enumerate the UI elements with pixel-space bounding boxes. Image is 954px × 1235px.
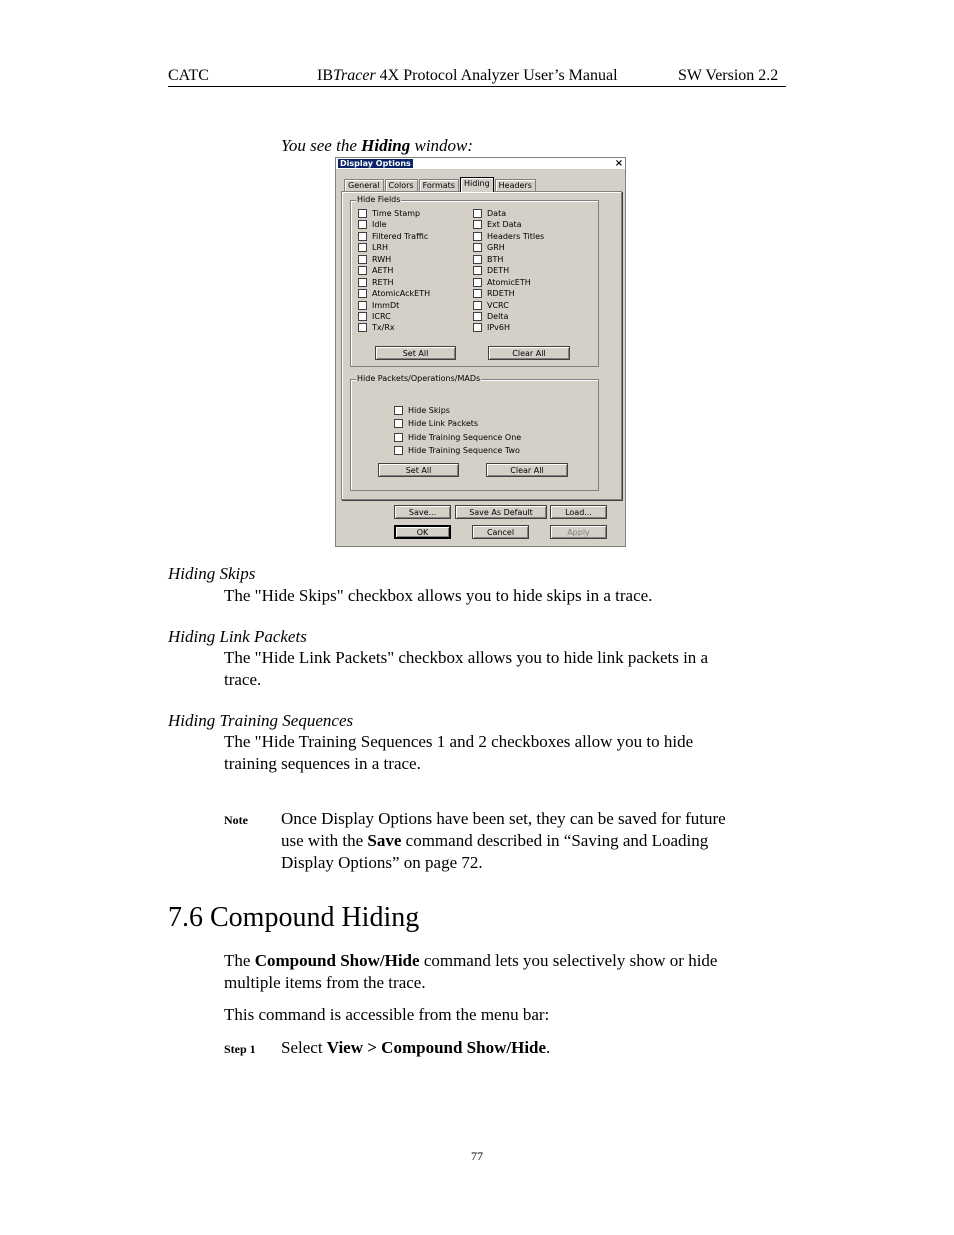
compound-line-2: multiple items from the trace. (224, 973, 426, 992)
checkbox-filtered-traffic[interactable]: Filtered Traffic (358, 232, 428, 242)
note-line-2: use with the Save command described in “Saving and Loading (281, 831, 709, 850)
compound-line-1: The Compound Show/Hide command lets you selectively show or hide (224, 951, 718, 970)
step-label: Step 1 (224, 1042, 256, 1056)
section-heading: 7.6 Compound Hiding (168, 902, 420, 933)
hide-packets-label: Hide Packets/Operations/MADs (357, 374, 481, 383)
cancel-button[interactable]: Cancel (472, 525, 529, 539)
checkbox-rdeth[interactable]: RDETH (473, 289, 515, 299)
checkbox-idle[interactable]: Idle (358, 220, 387, 230)
section-title-hiding-link-packets: Hiding Link Packets (168, 627, 307, 646)
checkbox-data[interactable]: Data (473, 209, 506, 219)
section-body-hiding-training-l2: training sequences in a trace. (224, 754, 421, 773)
checkbox-deth[interactable]: DETH (473, 266, 509, 276)
checkbox-hide-training-two[interactable]: Hide Training Sequence Two (394, 446, 520, 456)
checkbox-time-stamp[interactable]: Time Stamp (358, 209, 420, 219)
tab-strip (344, 177, 537, 191)
fields-set-all-button[interactable]: Set All (375, 346, 456, 360)
checkbox-ext-data[interactable]: Ext Data (473, 220, 522, 230)
checkbox-delta[interactable]: Delta (473, 312, 508, 322)
checkbox-icon (358, 278, 367, 287)
checkbox-reth[interactable]: RETH (358, 278, 394, 288)
section-title-hiding-training: Hiding Training Sequences (168, 711, 354, 730)
checkbox-icon (358, 266, 367, 275)
checkbox-icon (473, 209, 482, 218)
checkbox-grh[interactable]: GRH (473, 243, 505, 253)
tab-hiding[interactable]: Hiding (460, 177, 494, 192)
checkbox-icon (473, 323, 482, 332)
dialog-title-bar (336, 158, 625, 169)
checkbox-ipv6h[interactable]: IPv6H (473, 323, 510, 333)
step-text: Select View > Compound Show/Hide. (281, 1038, 551, 1057)
checkbox-hide-skips[interactable]: Hide Skips (394, 406, 450, 416)
checkbox-icon (473, 301, 482, 310)
section-body-hiding-link-packets-l2: trace. (224, 670, 262, 689)
tab-headers[interactable]: Headers (495, 179, 536, 192)
note-line-3: Display Options” on page 72. (281, 853, 483, 872)
tab-colors[interactable]: Colors (385, 179, 418, 192)
checkbox-txrx[interactable]: Tx/Rx (358, 323, 395, 333)
checkbox-icon (473, 232, 482, 241)
page-number: 77 (471, 1149, 483, 1163)
tab-formats[interactable]: Formats (419, 179, 459, 192)
checkbox-headers-titles[interactable]: Headers Titles (473, 232, 544, 242)
packets-clear-all-button[interactable]: Clear All (486, 463, 568, 477)
fields-clear-all-button[interactable]: Clear All (488, 346, 570, 360)
checkbox-icon (394, 419, 403, 428)
checkbox-icon (358, 301, 367, 310)
note-label: Note (224, 813, 248, 827)
checkbox-icon (473, 278, 482, 287)
section-body-hiding-training-l1: The "Hide Training Sequences 1 and 2 checkboxes allow you to hide (224, 732, 694, 751)
checkbox-icon (358, 289, 367, 298)
checkbox-icon (473, 312, 482, 321)
checkbox-icon (358, 255, 367, 264)
checkbox-icon (473, 266, 482, 275)
checkbox-atomiceth[interactable]: AtomicETH (473, 278, 531, 288)
checkbox-aeth[interactable]: AETH (358, 266, 393, 276)
header-title: IBTracer 4X Protocol Analyzer User’s Manual (317, 67, 618, 84)
checkbox-hide-training-one[interactable]: Hide Training Sequence One (394, 433, 521, 443)
checkbox-icon (358, 312, 367, 321)
section-title-hiding-skips: Hiding Skips (168, 564, 256, 583)
section-body-hiding-link-packets-l1: The "Hide Link Packets" checkbox allows you to hide link packets in a (224, 648, 709, 667)
checkbox-icon (394, 406, 403, 415)
checkbox-rwh[interactable]: RWH (358, 255, 391, 265)
tab-panel (341, 191, 622, 500)
section-body-hiding-skips: The "Hide Skips" checkbox allows you to hide skips in a trace. (224, 586, 653, 605)
checkbox-lrh[interactable]: LRH (358, 243, 388, 253)
header-rule (168, 86, 786, 87)
checkbox-icon (473, 220, 482, 229)
checkbox-icon (473, 289, 482, 298)
packets-set-all-button[interactable]: Set All (378, 463, 459, 477)
save-as-default-button[interactable]: Save As Default (455, 505, 547, 519)
checkbox-icon (394, 446, 403, 455)
checkbox-icon (473, 255, 482, 264)
checkbox-immdt[interactable]: ImmDt (358, 301, 399, 311)
display-options-dialog (335, 157, 626, 547)
intro-line: You see the Hiding window: (281, 136, 474, 155)
checkbox-icon (358, 220, 367, 229)
load-button[interactable]: Load... (550, 505, 607, 519)
tab-general[interactable]: General (344, 179, 384, 192)
apply-button[interactable]: Apply (550, 525, 607, 539)
close-icon[interactable]: × (614, 158, 624, 169)
header-version: SW Version 2.2 (678, 67, 779, 84)
note-line-1: Once Display Options have been set, they can be saved for future (281, 809, 726, 828)
checkbox-icon (358, 232, 367, 241)
hide-packets-group (350, 374, 599, 491)
hide-fields-group (350, 195, 599, 367)
header-left: CATC (168, 67, 209, 84)
checkbox-icon (473, 243, 482, 252)
compound-line-3: This command is accessible from the menu bar: (224, 1005, 550, 1024)
save-button[interactable]: Save... (394, 505, 451, 519)
checkbox-vcrc[interactable]: VCRC (473, 301, 509, 311)
ok-button[interactable]: OK (394, 525, 451, 539)
checkbox-hide-link-packets[interactable]: Hide Link Packets (394, 419, 478, 429)
hide-fields-label: Hide Fields (357, 195, 401, 204)
checkbox-icon (358, 209, 367, 218)
checkbox-icon (358, 243, 367, 252)
checkbox-icon (358, 323, 367, 332)
checkbox-icon (394, 433, 403, 442)
checkbox-icrc[interactable]: ICRC (358, 312, 391, 322)
checkbox-atomicacketh[interactable]: AtomicAckETH (358, 289, 430, 299)
dialog-title: Display Options (340, 159, 411, 168)
checkbox-bth[interactable]: BTH (473, 255, 503, 265)
